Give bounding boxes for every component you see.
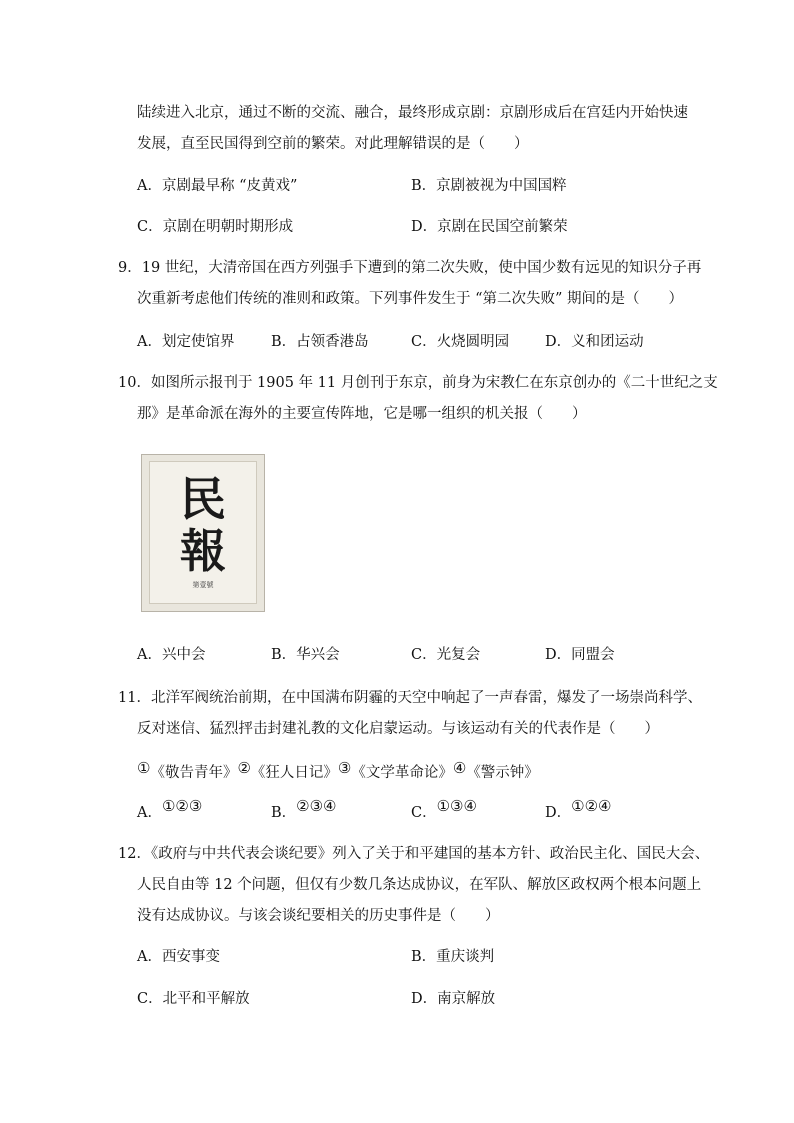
q9-option-a[interactable]: A．划定使馆界 <box>137 334 235 350</box>
q11-option-c[interactable] <box>411 796 477 823</box>
q10-option-a[interactable]: A．兴中会 <box>137 647 206 663</box>
q10-option-b[interactable]: B．华兴会 <box>271 647 340 663</box>
q12-option-c[interactable]: C．北平和平解放 <box>137 991 250 1007</box>
q8-option-c[interactable]: C．京剧在明朝时期形成 <box>137 219 294 235</box>
q11-option-b-nums: ②③④ <box>296 797 337 815</box>
q11-option-a-nums: ①②③ <box>161 797 203 815</box>
q11-item-2-text: 《狂人日记》 <box>250 765 338 781</box>
q11-option-a[interactable] <box>137 796 202 823</box>
q10-option-c[interactable]: C．光复会 <box>411 647 481 663</box>
q11-option-b[interactable] <box>271 796 337 823</box>
q11-option-d-label: D． <box>545 805 572 821</box>
minbao-char-bao: 報 <box>180 524 226 578</box>
q11-item-1-text: 《敬告青年》 <box>150 765 238 781</box>
minbao-newspaper-image <box>141 454 265 612</box>
q10-text-line-1: 10．如图所示报刊于 1905 年 11 月创刊于东京，前身为宋教仁在东京创办的《二十世纪之支 <box>118 375 718 391</box>
q11-text-line-1: 11．北洋军阀统治前期，在中国满布阴霾的天空中响起了一声春雷，爆发了一场崇尚科学、 <box>118 690 702 706</box>
q11-option-d[interactable] <box>545 796 611 823</box>
q9-text-line-2: 次重新考虑他们传统的准则和政策。下列事件发生于 “第二次失败” 期间的是（ ） <box>137 291 684 307</box>
q10-text-line-2: 那》是革命派在海外的主要宣传阵地，它是哪一组织的机关报（ ） <box>137 406 587 422</box>
q8-text-line-2: 发展，直至民国得到空前的繁荣。对此理解错误的是（ ） <box>137 136 529 152</box>
q11-item-4-num: ④ <box>452 759 467 777</box>
q11-option-d-nums: ①②④ <box>571 797 612 815</box>
q11-option-a-label: A． <box>137 805 162 821</box>
q11-option-c-nums: ①③④ <box>436 797 477 815</box>
q9-option-b[interactable]: B．占领香港岛 <box>271 334 369 350</box>
q11-item-2-num: ② <box>237 759 251 777</box>
minbao-issue-label: 第壹號 <box>192 581 214 589</box>
q11-item-1-num: ① <box>137 759 151 777</box>
q8-text-line-1: 陆续进入北京，通过不断的交流、融合，最终形成京剧：京剧形成后在宫廷内开始快速 <box>137 105 688 121</box>
q10-option-d[interactable]: D．同盟会 <box>545 647 615 663</box>
q11-items <box>137 758 539 783</box>
q8-option-a[interactable]: A．京剧最早称 “皮黄戏” <box>137 178 298 194</box>
q9-option-d[interactable]: D．义和团运动 <box>545 334 644 350</box>
q8-option-d[interactable]: D．京剧在民国空前繁荣 <box>411 219 568 235</box>
q9-text-line-1: 9．19 世纪，大清帝国在西方列强手下遭到的第二次失败，使中国少数有远见的知识分子再 <box>118 260 702 276</box>
q11-item-3-text: 《文学革命论》 <box>351 765 453 781</box>
q9-option-c[interactable]: C．火烧圆明园 <box>411 334 510 350</box>
q11-text-line-2: 反对迷信、猛烈抨击封建礼教的文化启蒙运动。与该运动有关的代表作是（ ） <box>137 721 659 737</box>
q11-item-3-num: ③ <box>337 759 352 777</box>
q11-option-b-label: B． <box>271 805 297 821</box>
q12-option-a[interactable]: A．西安事变 <box>137 949 220 965</box>
q8-option-b[interactable]: B．京剧被视为中国国粹 <box>411 178 567 194</box>
q12-option-d[interactable]: D．南京解放 <box>411 991 496 1007</box>
minbao-char-min: 民 <box>180 472 226 526</box>
q12-text-line-1: 12．《政府与中共代表会谈纪要》列入了关于和平建国的基本方针、政治民主化、国民大会、 <box>118 846 710 862</box>
q12-text-line-3: 没有达成协议。与该会谈纪要相关的历史事件是（ ） <box>137 908 500 924</box>
q12-text-line-2: 人民自由等 12 个问题，但仅有少数几条达成协议，在军队、解放区政权两个根本问题上 <box>137 877 702 893</box>
q11-option-c-label: C． <box>411 805 437 821</box>
q12-option-b[interactable]: B．重庆谈判 <box>411 949 495 965</box>
q11-item-4-text: 《警示钟》 <box>466 765 539 781</box>
